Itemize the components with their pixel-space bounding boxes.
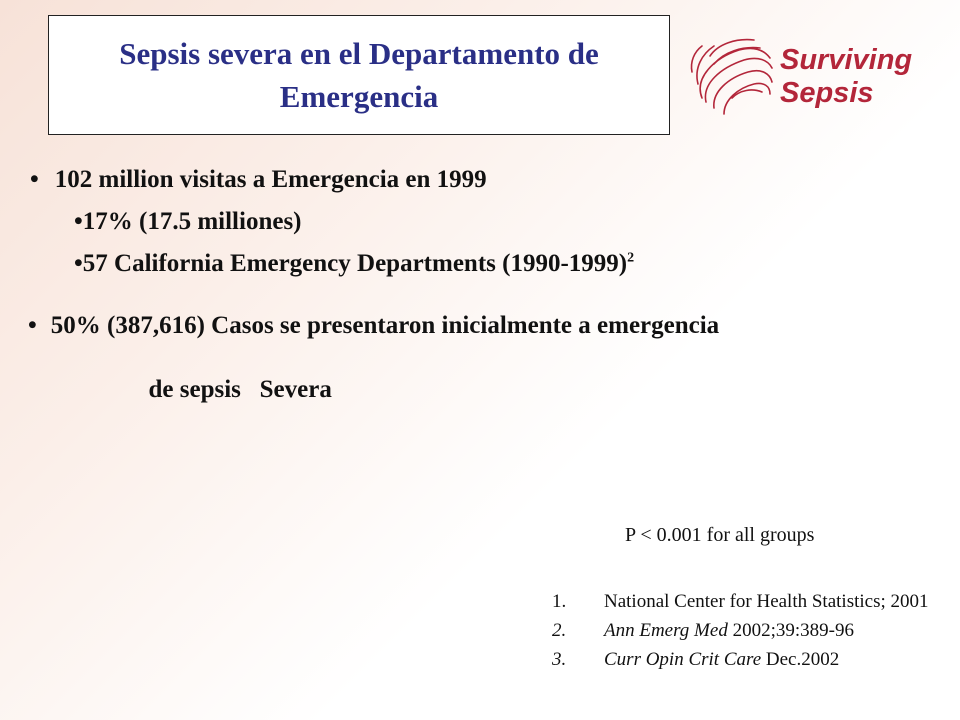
bullet-text: 17% (17.5 milliones) [82, 208, 302, 235]
bullet-text: de sepsis Severa [148, 376, 332, 403]
bullet-text: 50% (387,616) Casos se presentaron inicialmente a emergencia [50, 312, 720, 339]
reference-3 [552, 650, 960, 669]
bullet-3 [74, 250, 634, 278]
bullet-1 [30, 166, 487, 194]
p-value-note: P < 0.001 for all groups [625, 524, 815, 546]
references [552, 592, 960, 679]
bullet-marker: • [74, 208, 83, 235]
reference-2 [552, 621, 960, 640]
reference-number: 3. [552, 649, 567, 670]
bullet-marker: • [30, 166, 39, 193]
reference-journal: Ann Emerg Med [604, 620, 728, 641]
bullet-marker: • [28, 312, 37, 339]
bullet-text: 102 million visitas a Emergencia en 1999 [54, 166, 487, 193]
reference-number: 2. [552, 620, 567, 641]
bullet-superscript: 2 [627, 250, 635, 266]
reference-text: National Center for Health Statistics; 2001 [604, 591, 929, 612]
reference-citation: 2002;39:389-96 [727, 620, 854, 641]
logo-line2: Sepsis [780, 77, 874, 109]
reference-1 [552, 592, 960, 611]
logo-wordmark [780, 44, 912, 110]
logo-line1: Surviving [780, 44, 913, 76]
reference-citation: Dec.2002 [761, 649, 840, 670]
reference-number: 1. [552, 591, 567, 612]
slide-title: Sepsis severa en el Departamento de Emergencia [119, 36, 599, 114]
bullet-marker: • [74, 250, 83, 277]
bullet-4 [28, 312, 719, 340]
reference-journal: Curr Opin Crit Care [604, 649, 762, 670]
bullet-2 [74, 208, 302, 236]
bullet-text: 57 California Emergency Departments (1990-1999) [82, 250, 628, 277]
title-box [48, 15, 670, 135]
bullet-4-continuation [136, 348, 332, 404]
